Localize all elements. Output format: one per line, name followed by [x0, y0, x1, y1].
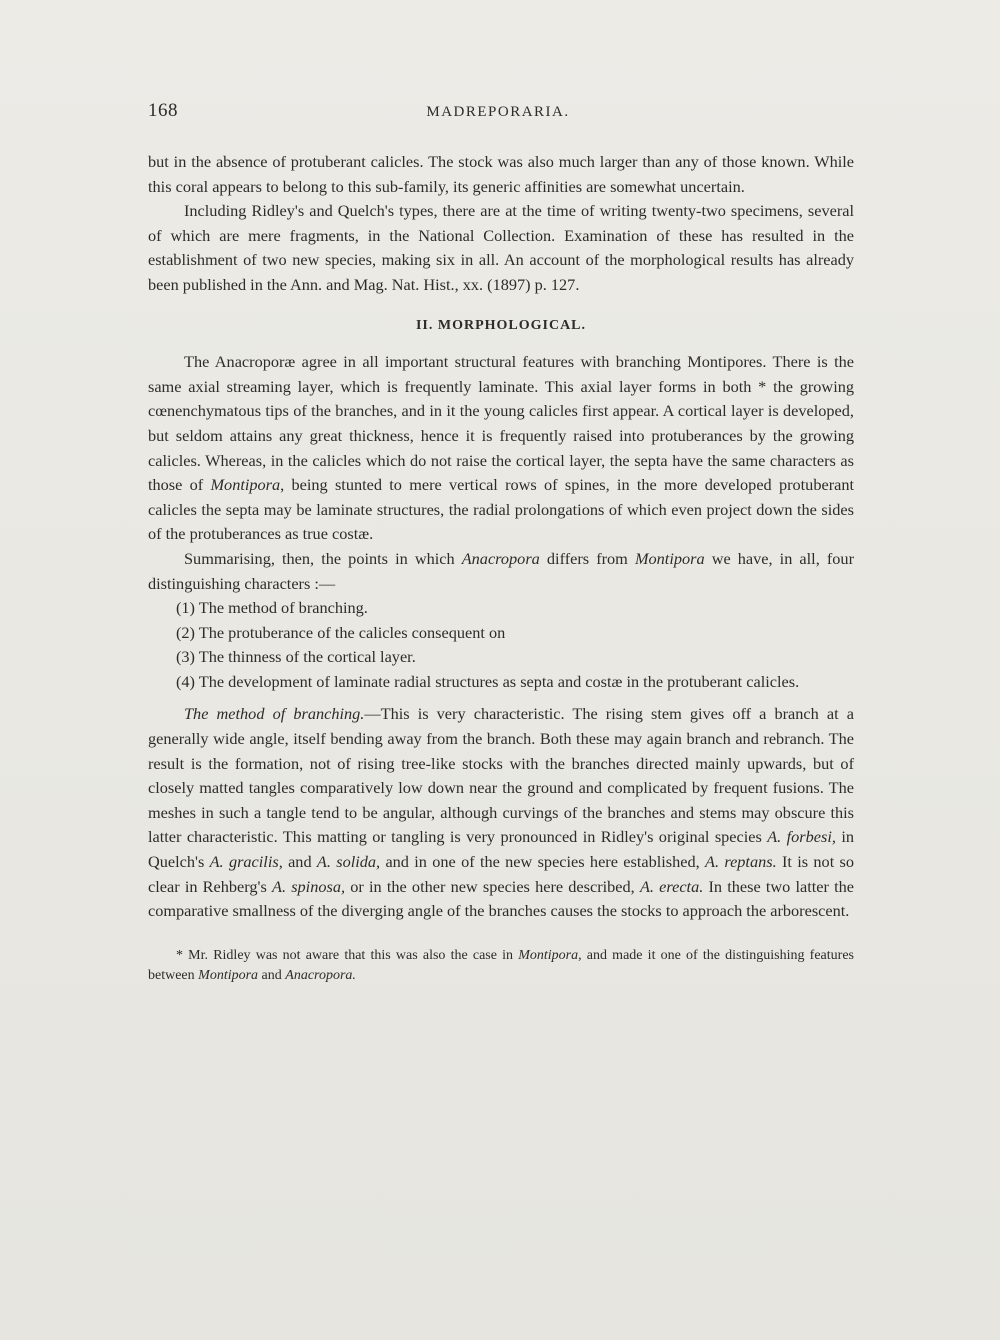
list-item: (4) The development of laminate radial structures as septa and costæ in the protuberant calicles. — [176, 671, 800, 691]
text-run: and — [282, 852, 317, 872]
running-title: MADREPORARIA. — [426, 104, 570, 120]
text-run: * Mr. Ridley was not aware that this was also the case in — [176, 947, 519, 963]
text-run: or in the other new species here described, — [345, 876, 640, 896]
text-run: differs from — [539, 548, 635, 568]
list-item: (1) The method of branching. — [176, 598, 368, 618]
text-run: In these two latter the comparative smallness of the diverging angle of the branches causes the stocks to approach the arborescent. — [148, 876, 855, 921]
italic-genus: Montipora — [634, 548, 705, 568]
text-run: we have, in all, four distinguishing characters :— — [148, 548, 854, 593]
page-header — [148, 100, 848, 130]
italic-subheading: The method of branching. — [184, 704, 365, 724]
body-text — [148, 150, 854, 986]
italic-species: A. gracilis, — [209, 852, 283, 872]
footnote — [148, 946, 854, 986]
italic-genus: Anacropora — [461, 548, 540, 568]
text-run: in Quelch's — [148, 827, 854, 872]
page-number: 168 — [148, 100, 178, 121]
italic-species: A. reptans. — [705, 852, 777, 872]
italic-genus: Anacropora. — [285, 967, 356, 983]
text-run: and — [258, 967, 286, 983]
italic-species: A. erecta. — [639, 876, 704, 896]
paragraph-morphology — [148, 350, 854, 547]
italic-genus: Montipora — [198, 967, 259, 983]
spacer — [148, 694, 854, 702]
paragraph-continuation: but in the absence of protuberant calicles. The stock was also much larger than any of those known. While this coral appears to belong to this sub-family, its generic affinities are somewhat uncertain. — [148, 152, 854, 196]
text-run: The Anacroporæ agree in all important structural features with branching Montipores. There is the same axial streaming layer, which is frequently laminate. This axial layer forms in both * the growing cœnenchymatous tips of the branches, and in it the young calicles first appear. A cortical layer is developed, but seldom attains any great thickness, hence it is frequently raised into protuberances by the growing calicles. Whereas, in the calicles which do not raise the cortical layer, the septa have the same characters as those of — [148, 352, 854, 495]
italic-species: A. forbesi, — [767, 827, 836, 847]
section-heading: II. MORPHOLOGICAL. — [415, 317, 587, 333]
text-run: —This is very characteristic. The rising stem gives off a branch at a generally wide angle, itself bending away from the branch. Both these may again branch and rebranch. The result is the formation, not of rising tree-like stocks with the branches directed mainly upwards, but of closely matted tangles comparatively low down near the ground and complicated by frequent fusions. The meshes in such a tangle tend to be angular, although curvings of the branches and stems may obscure this latter characteristic. This matting or tangling is very pronounced in Ridley's original species — [148, 704, 854, 847]
list-item: (3) The thinness of the cortical layer. — [176, 647, 416, 667]
italic-genus: Montipora — [210, 475, 281, 495]
list-item: (2) The protuberance of the calicles consequent on — [176, 622, 506, 642]
paragraph-branching — [148, 702, 854, 923]
paragraph-specimens: Including Ridley's and Quelch's types, there are at the time of writing twenty-two specimens, several of which are mere fragments, in the National Collection. Examination of these has resulted in the establishment of two new species, making six in all. An account of the morphological results has already been published in the Ann. and Mag. Nat. Hist., xx. (1897) p. 127. — [148, 201, 854, 294]
text-run: Summarising, then, the points in which — [184, 548, 462, 568]
text-run: It is not so clear in Rehberg's — [148, 852, 855, 896]
italic-species: A. solida, — [316, 852, 381, 872]
text-run: , being stunted to mere vertical rows of spines, in the more developed protuberant calicles the septa may be laminate structures, the radial prolongations of which even project down the sides of the protuberances as true costæ. — [148, 475, 855, 544]
italic-genus: Montipora, — [518, 947, 582, 963]
text-run: and made it one of the distinguishing features between — [148, 947, 854, 983]
text-run: and in one of the new species here established, — [380, 852, 705, 872]
paragraph-summary — [148, 547, 854, 596]
italic-species: A. spinosa, — [272, 876, 346, 896]
